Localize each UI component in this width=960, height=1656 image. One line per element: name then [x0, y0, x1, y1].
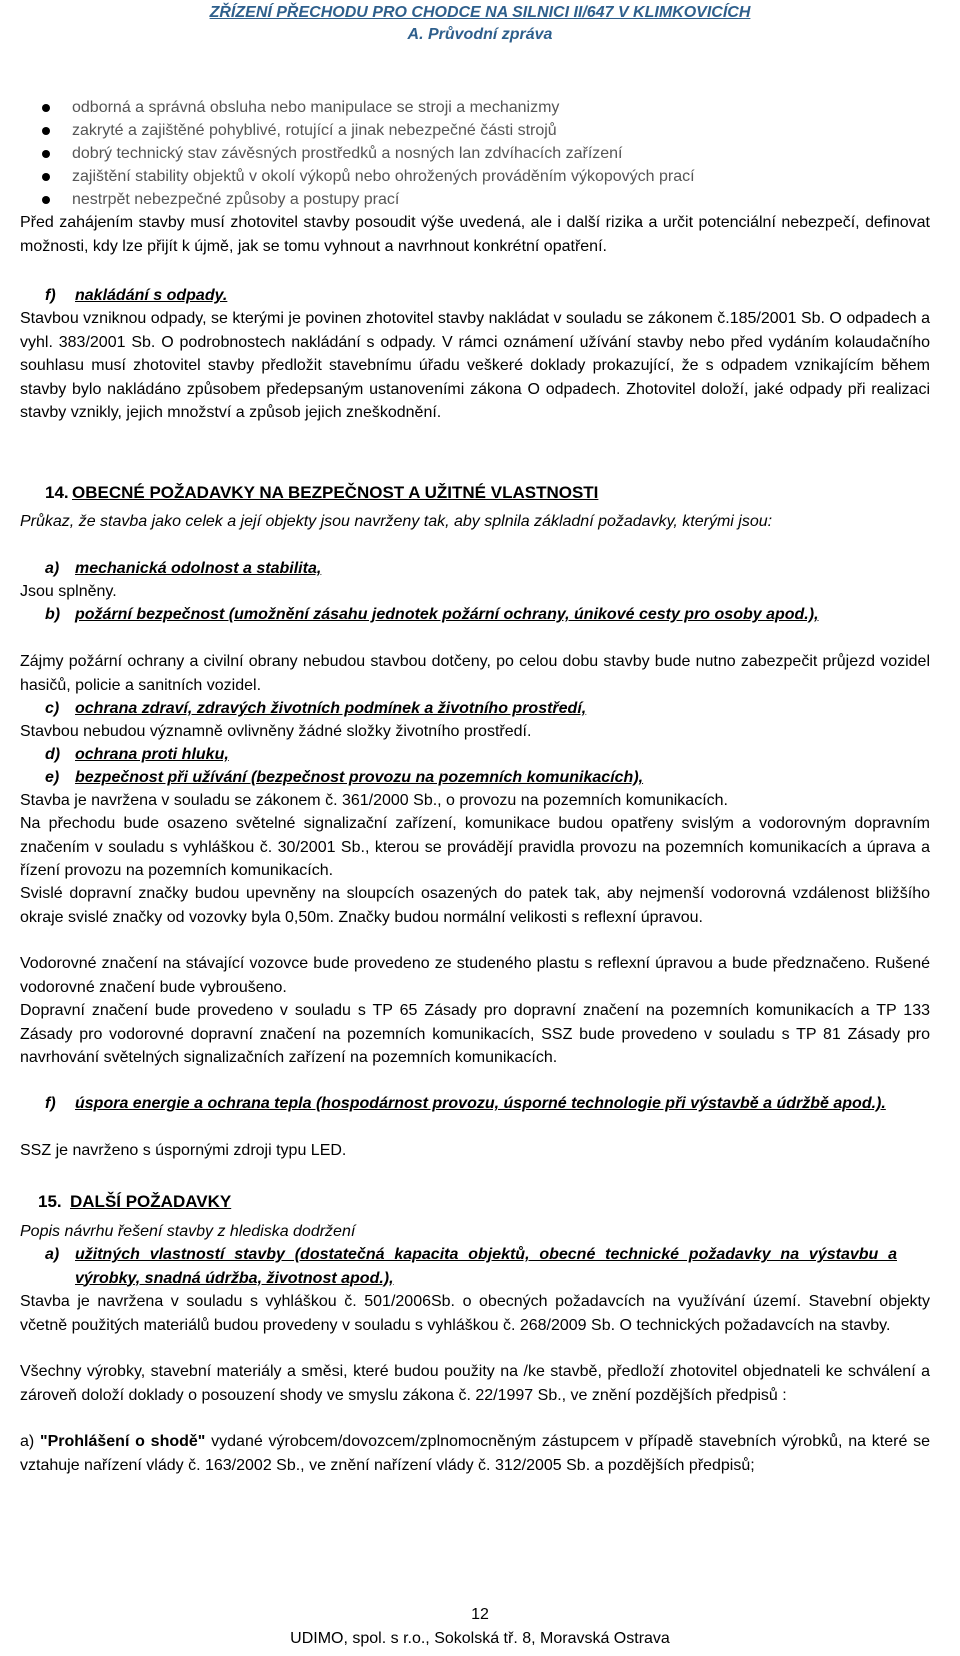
bullet-text: zakryté a zajištěné pohyblivé, rotující a jinak nebezpečné části strojů	[72, 122, 557, 139]
item-b-title: požární bezpečnost (umožnění zásahu jednotek požární ochrany, únikové cesty pro osoby apod.),	[75, 606, 819, 623]
item-e-paragraph-3: Svislé dopravní značky budou upevněny na sloupcích osazených do patek tak, aby nejmenší vodorovná vzdálenost bližšího okraje svislé značky od vozovky byla 0,50m. Značky budou normální velikosti s reflexní úpravou.	[20, 885, 930, 926]
item-d-letter: d)	[45, 746, 61, 763]
section-15-number: 15.	[38, 1192, 62, 1211]
bullet-text: zajištění stability objektů v okolí výkopů nebo ohrožených prováděním výkopových prací	[72, 168, 695, 185]
item-a-title: mechanická odolnost a stabilita,	[75, 560, 322, 577]
item-f-text: SSZ je navrženo s úspornými zdroji typu LED.	[20, 1142, 347, 1159]
item-d-title: ochrana proti hluku,	[75, 746, 229, 763]
bullet-icon	[42, 150, 50, 158]
paragraph-3-prefix: a)	[20, 1433, 35, 1450]
bullet-icon	[42, 104, 50, 112]
section-15-title: DALŠÍ POŽADAVKY	[70, 1192, 232, 1211]
paragraph-waste: Stavbou vzniknou odpady, se kterými je povinen zhotovitel stavby nakládat v souladu se zákonem č.185/2001 Sb. O odpadech a vyhl. 383/2001 Sb. O podrobnostech nakládání s odpady. V rámci oznámení užívání stavby nebo před vydáním kolaudačního souhlasu musí zhotovitel stavby předložit stavebnímu úřadu veškeré doklady prokazující, že s odpadem vznikajícím během stavby bylo nakládáno způsobem předepsaným ustanoveními zákona O odpadech. Zhotovitel doloží, jaké odpady při realizaci stavby vznikly, jejich množství a způsob jejich zneškodnění.	[20, 310, 930, 421]
subheading-waste-letter: f)	[45, 287, 56, 304]
bullet-text: dobrý technický stav závěsných prostředků a nosných lan zdvíhacích zařízení	[72, 145, 623, 162]
bullet-icon	[42, 196, 50, 204]
section-15-item-a-letter: a)	[45, 1246, 60, 1263]
section-14-title: OBECNÉ POŽADAVKY NA BEZPEČNOST A UŽITNÉ VLASTNOSTI	[72, 483, 599, 502]
item-e-letter: e)	[45, 769, 60, 786]
section-15-paragraph-1: Stavba je navržena v souladu s vyhláškou č. 501/2006Sb. o obecných požadavcích na využívání území. Stavební objekty včetně použitých materiálů budou provedeny v souladu s vyhláškou č. 268/2009 Sb. O technických požadavcích na stavby.	[20, 1293, 930, 1334]
bullet-icon	[42, 127, 50, 135]
page-number: 12	[471, 1606, 489, 1623]
item-e-paragraph-1: Stavba je navržena v souladu se zákonem č. 361/2000 Sb., o provozu na pozemních komunikacích.	[20, 792, 728, 809]
subheading-waste: nakládání s odpady.	[75, 287, 228, 304]
item-c-letter: c)	[45, 700, 60, 717]
bullet-text: nestrpět nebezpečné způsoby a postupy prací	[72, 191, 400, 208]
item-e-paragraph-5: Dopravní značení bude provedeno v souladu s TP 65 Zásady pro dopravní značení na pozemních komunikacích a TP 133 Zásady pro vodorovné dopravní značení na pozemních komunikacích, SSZ bude provedeno v souladu s TP 81 Zásady pro navrhování světelných signalizačních zařízení na pozemních komunikacích.	[20, 1002, 930, 1066]
section-15-paragraph-2: Všechny výrobky, stavební materiály a směsi, které budou použity na /ke stavbě, předloží zhotovitel objednateli ke schválení a zároveň doloží doklady o posouzení shody ve smyslu zákona č. 22/1997 Sb., ve znění pozdějších předpisů :	[20, 1363, 930, 1404]
item-e-paragraph-4: Vodorovné značení na stávající vozovce bude provedeno ze studeného plastu s reflexní úpravou a bude předznačeno. Rušené vodorovné značení bude vybroušeno.	[20, 955, 930, 996]
item-e-title: bezpečnost při užívání (bezpečnost provozu na pozemních komunikacích),	[75, 769, 644, 786]
declaration-of-conformity: "Prohlášení o shodě"	[40, 1433, 206, 1450]
section-15-paragraph-3	[20, 1430, 930, 1477]
bullet-text: odborná a správná obsluha nebo manipulace se stroji a mechanizmy	[72, 99, 560, 116]
section-15-intro: Popis návrhu řešení stavby z hlediska dodržení	[20, 1223, 356, 1240]
footer-company: UDIMO, spol. s r.o., Sokolská tř. 8, Moravská Ostrava	[290, 1630, 670, 1647]
bullet-icon	[42, 173, 50, 181]
paragraph-3-text: vydané výrobcem/dovozcem/zplnomocněným zástupcem v případě stavebních výrobků, na které se vztahuje nařízení vlády č. 163/2002 Sb., ve znění nařízení vlády č. 312/2005 Sb. a pozdějších předpisů;	[20, 1433, 930, 1474]
section-14-intro: Průkaz, že stavba jako celek a její objekty jsou navrženy tak, aby splnila základní požadavky, kterými jsou:	[20, 513, 773, 530]
document-header-subtitle: A. Průvodní zpráva	[407, 26, 553, 43]
item-a-text: Jsou splněny.	[20, 583, 117, 600]
item-f-letter: f)	[45, 1095, 56, 1112]
item-b-text: Zájmy požární ochrany a civilní obrany nebudou stavbou dotčeny, po celou dobu stavby bude nutno zabezpečit průjezd vozidel hasičů, policie a sanitních vozidel.	[20, 653, 930, 694]
section-15-item-a-title: užitných vlastností stavby (dostatečná kapacita objektů, obecné technické požadavky na výstavbu a výrobky, snadná údržba, životnost apod.),	[75, 1246, 897, 1287]
paragraph-risks: Před zahájením stavby musí zhotovitel stavby posoudit výše uvedená, ale i další rizika a určit potenciální nebezpečí, definovat možnosti, kdy lze přijít k újmě, jak se tomu vyhnout a navrhnout konkrétní opatření.	[20, 214, 930, 255]
item-b-letter: b)	[45, 606, 61, 623]
item-c-title: ochrana zdraví, zdravých životních podmínek a životního prostředí,	[75, 700, 587, 717]
item-f-title: úspora energie a ochrana tepla (hospodárnost provozu, úsporné technologie při výstavbě a údržbě apod.).	[75, 1095, 886, 1112]
section-14-number: 14.	[45, 483, 69, 502]
item-c-text: Stavbou nebudou významně ovlivněny žádné složky životního prostředí.	[20, 723, 532, 740]
item-e-paragraph-2: Na přechodu bude osazeno světelné signalizační zařízení, komunikace budou opatřeny svislým a vodorovným dopravním značením v souladu s vyhláškou č. 30/2001 Sb., kterou se provádějí pravidla provozu na pozemních komunikacích a úprava a řízení provozu na pozemních komunikacích.	[20, 815, 930, 879]
document-header-title: ZŘÍZENÍ PŘECHODU PRO CHODCE NA SILNICI II/647 V KLIMKOVICÍCH	[209, 4, 751, 21]
item-a-letter: a)	[45, 560, 60, 577]
